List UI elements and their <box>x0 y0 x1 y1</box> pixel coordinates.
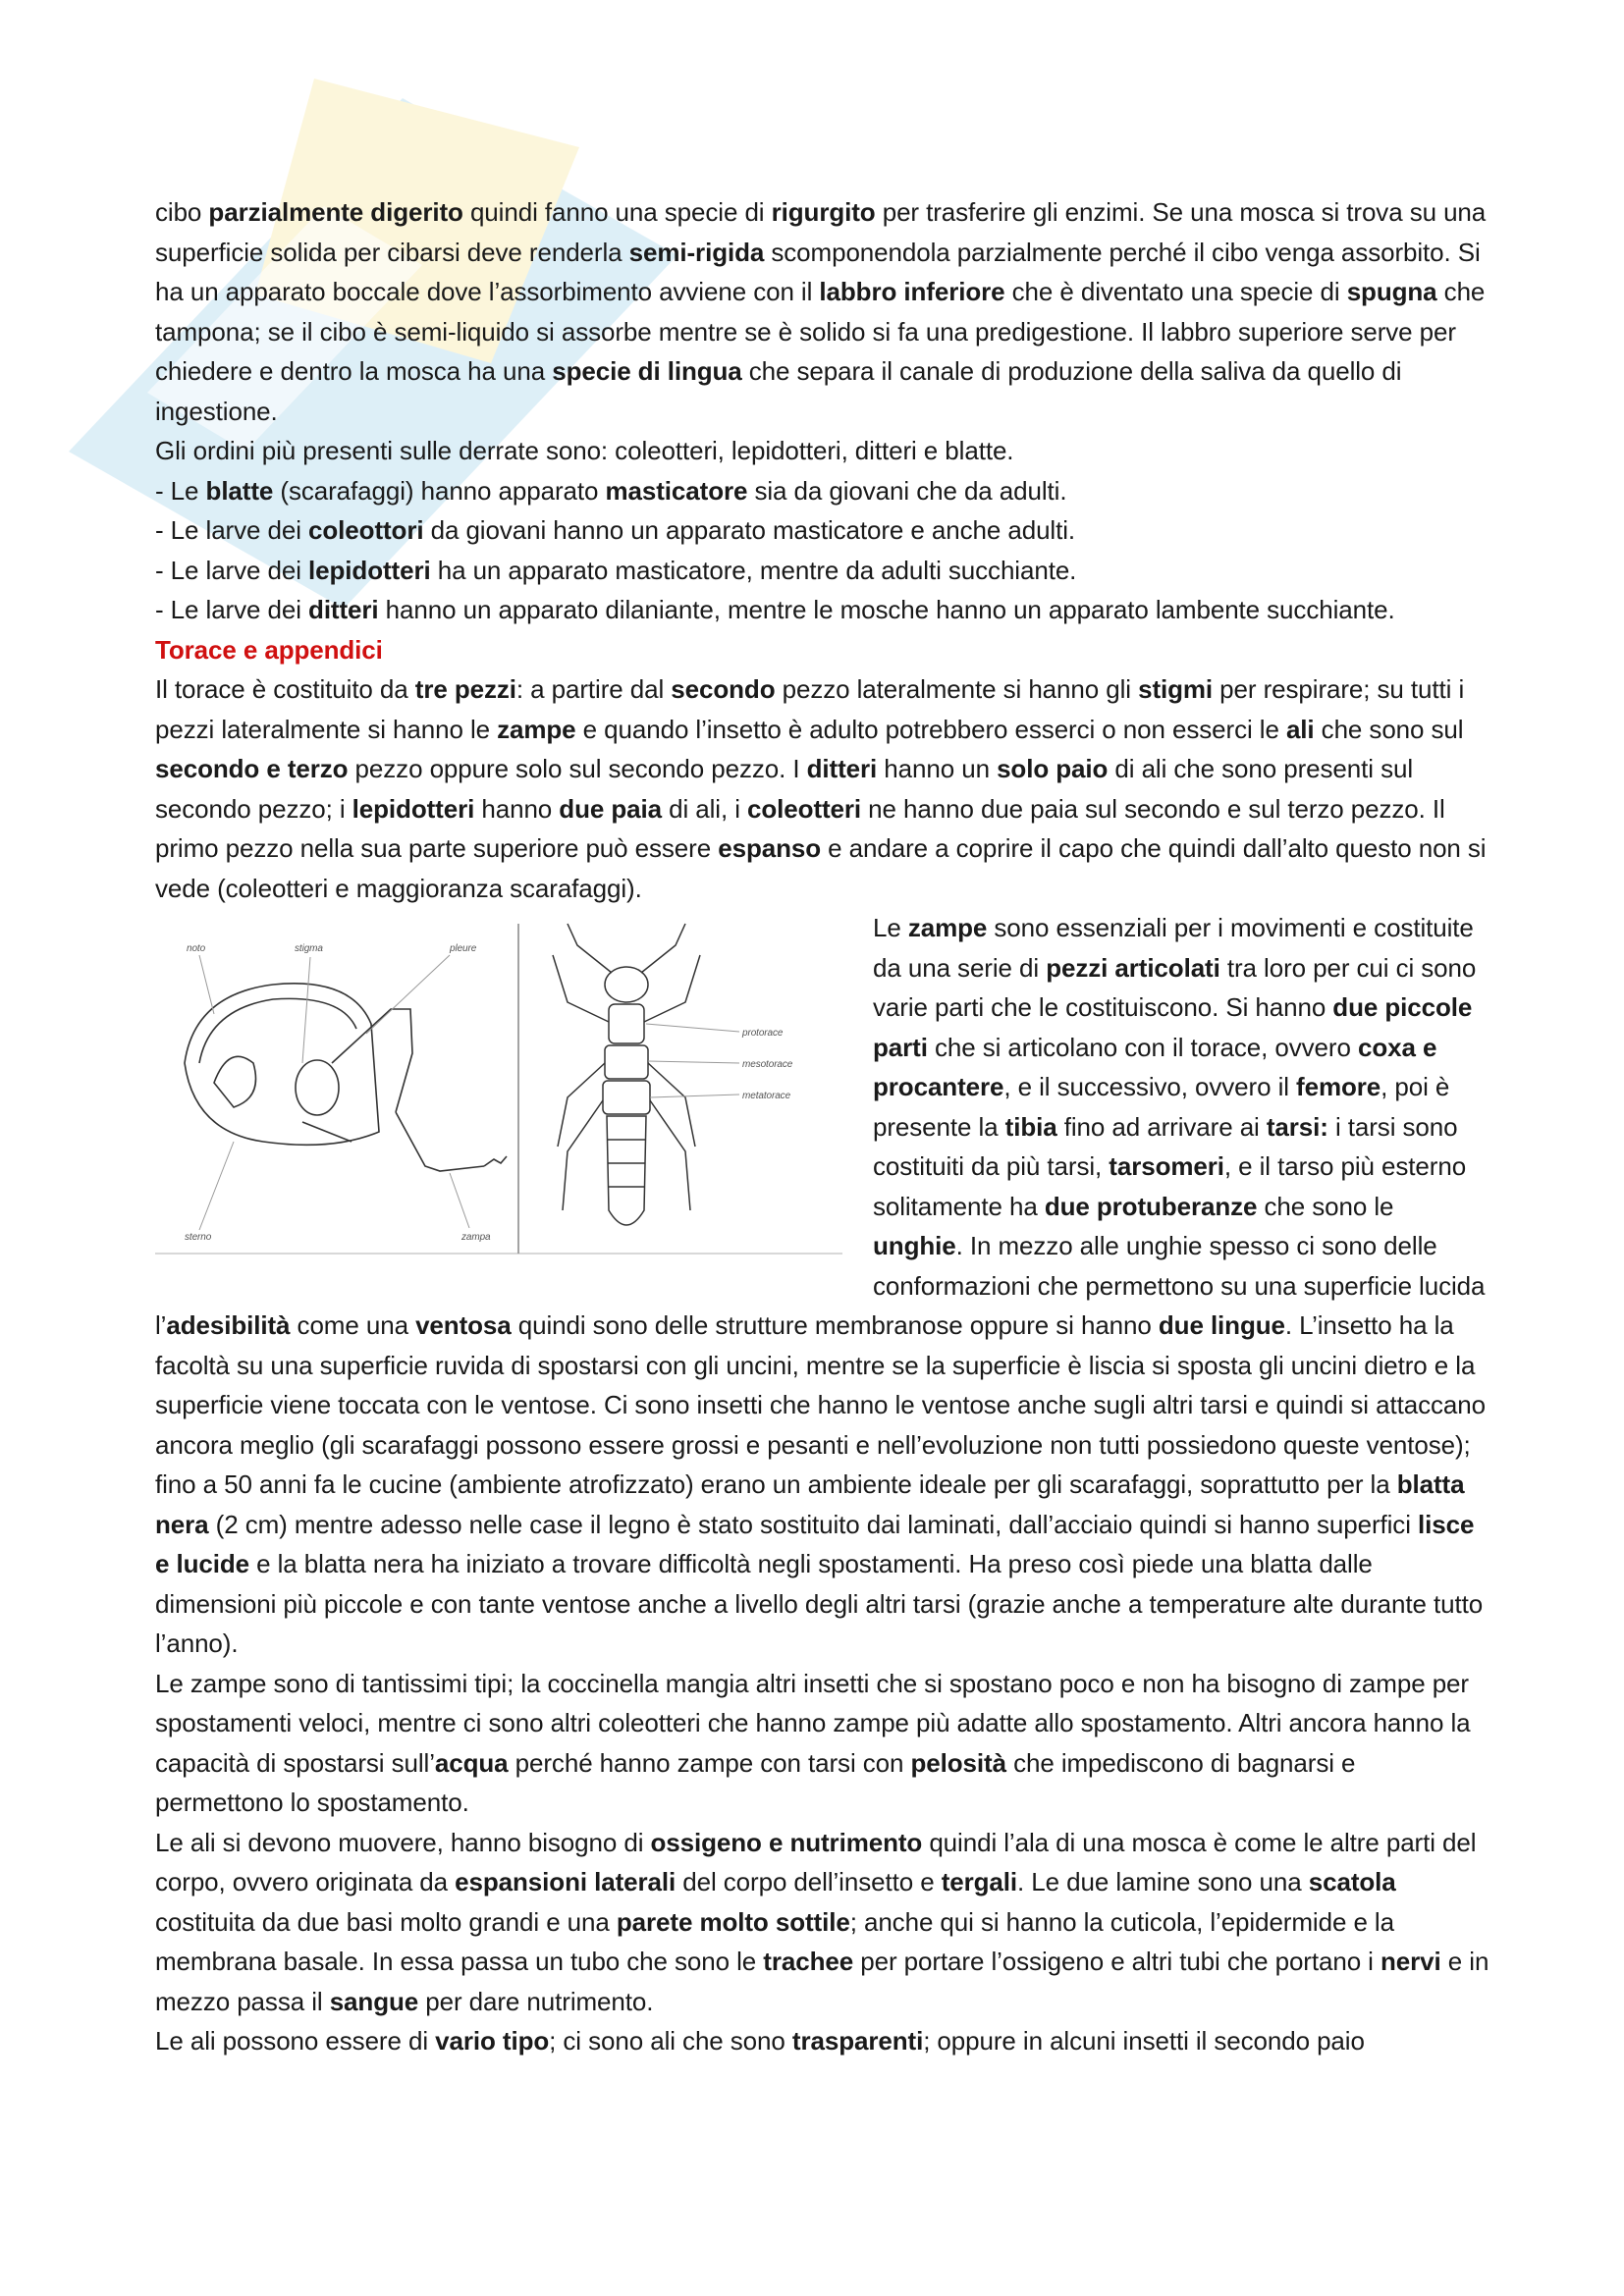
thorax-figure <box>155 916 847 1261</box>
label-zampa: zampa <box>461 1232 491 1243</box>
paragraph-tipi-zampe: Le zampe sono di tantissimi tipi; la coccinella mangia altri insetti che si spostano poco e non ha bisogno di zampe per spostamenti veloci, mentre ci sono altri coleotteri che hanno zampe più adatte allo spostamento. Altri ancora hanno la capacità di spostarsi sull’acqua perché hanno zampe con tarsi con pelosità che impediscono di bagnarsi e permettono lo spostamento. <box>155 1668 1471 1817</box>
paragraph-tipi-ali: Le ali possono essere di vario tipo; ci sono ali che sono trasparenti; oppure in alcuni insetti il secondo paio <box>155 2026 1365 2056</box>
paragraph-mouthparts: cibo parzialmente digerito quindi fanno una specie di rigurgito per trasferire gli enzimi. Se una mosca si trova su una superficie solida per cibarsi deve renderla semi-rigida scomponendola parzialmente perché il cibo venga assorbito. Si ha un apparato boccale dove l’assorbimento avviene con il labbro inferiore che è diventato una specie di spugna che tampona; se il cibo è semi-liquido si assorbe mentre se è solido si fa una predigestione. Il labbro superiore serve per chiedere e dentro la mosca ha una specie di lingua che separa il canale di produzione della saliva da quello di ingestione. <box>155 197 1487 426</box>
dorsal-insect-drawing <box>553 924 700 1225</box>
list-item-ditteri: - Le larve dei ditteri hanno un apparato dilaniante, mentre le mosche hanno un apparato lambente succhiante. <box>155 595 1395 624</box>
label-stigma: stigma <box>295 943 323 954</box>
document-body <box>155 192 1490 2061</box>
paragraph-ali: Le ali si devono muovere, hanno bisogno di ossigeno e nutrimento quindi l’ala di una mosca è come le altre parti del corpo, ovvero originata da espansioni laterali del corpo dell’insetto e tergali. Le due lamine sono una scatola costituita da due basi molto grandi e una parete molto sottile; anche qui si hanno la cuticola, l’epidermide e la membrana basale. In essa passa un tubo che sono le trachee per portare l’ossigeno e altri tubi che portano i nervi e in mezzo passa il sangue per dare nutrimento. <box>155 1827 1489 2016</box>
list-item-blatte: - Le blatte (scarafaggi) hanno apparato masticatore sia da giovani che da adulti. <box>155 475 1067 506</box>
label-protorace: protorace <box>742 1028 784 1039</box>
list-item-lepidotteri: - Le larve dei lepidotteri ha un apparato masticatore, mentre da adulti succhiante. <box>155 555 1077 585</box>
paragraph-zampe: Le zampe sono essenziali per i movimenti e costituite da una serie di pezzi articolati tra loro per cui ci sono varie parti che le costituiscono. Si hanno due piccole parti che si articolano con il torace, ovvero coxa e procantere, e il successivo, ovvero il femore, poi è presente la tibia fino ad arrivare ai tarsi: i tarsi sono costituiti da più tarsi, tarsomeri, e il tarso più esterno solitamente ha due protuberanze che sono le unghie. In mezzo alle unghie spesso ci sono delle conformazioni che permettono su una superficie lucida l’adesibilità come una ventosa quindi sono delle strutture membranose oppure si hanno due lingue. L’insetto ha la facoltà su una superficie ruvida di spostarsi con gli uncini, mentre se la superficie è liscia si sposta gli uncini dietro e la superficie viene toccata con le ventose. Ci sono insetti che hanno le ventose anche sugli altri tarsi e quindi si attaccano ancora meglio (gli scarafaggi possono essere grossi e pesanti e nell’evoluzione non tutti possiedono queste ventose); fino a 50 anni fa le cucine (ambiente atrofizzato) erano un ambiente ideale per gli scarafaggi, soprattutto per la blatta nera (2 cm) mentre adesso nelle case il legno è stato sostituito dai laminati, dall’acciaio quindi si hanno superfici lisce e lucide e la blatta nera ha iniziato a trovare difficoltà negli spostamenti. Ha preso così piede una blatta dalle dimensioni più piccole e con tante ventose anche a livello degli altri tarsi (grazie anche a temperature alte durante tutto l’anno). <box>155 913 1486 1658</box>
label-noto: noto <box>187 943 206 954</box>
thorax-diagram <box>155 916 847 1261</box>
paragraph-orders: Gli ordini più presenti sulle derrate sono: coleotteri, lepidotteri, ditteri e blatte. <box>155 436 1014 465</box>
label-pleure: pleure <box>450 943 477 954</box>
label-metatorace: metatorace <box>742 1091 791 1101</box>
label-sterno: sterno <box>185 1232 212 1243</box>
paragraph-torace: Il torace è costituito da tre pezzi: a partire dal secondo pezzo lateralmente si hanno gli stigmi per respirare; su tutti i pezzi lateralmente si hanno le zampe e quando l’insetto è adulto potrebbero esserci o non esserci le ali che sono sul secondo e terzo pezzo oppure solo sul secondo pezzo. I ditteri hanno un solo paio di ali che sono presenti sul secondo pezzo; i lepidotteri hanno due paia di ali, i coleotteri ne hanno due paia sul secondo e sul terzo pezzo. Il primo pezzo nella sua parte superiore può essere espanso e andare a coprire il capo che quindi dall’alto questo non si vede (coleotteri e maggioranza scarafaggi). <box>155 674 1487 903</box>
label-mesotorace: mesotorace <box>742 1059 793 1070</box>
section-heading: Torace e appendici <box>155 634 383 665</box>
list-item-coleotteri: - Le larve dei coleottori da giovani hanno un apparato masticatore e anche adulti. <box>155 515 1076 545</box>
label-leader-lines <box>199 955 469 1230</box>
